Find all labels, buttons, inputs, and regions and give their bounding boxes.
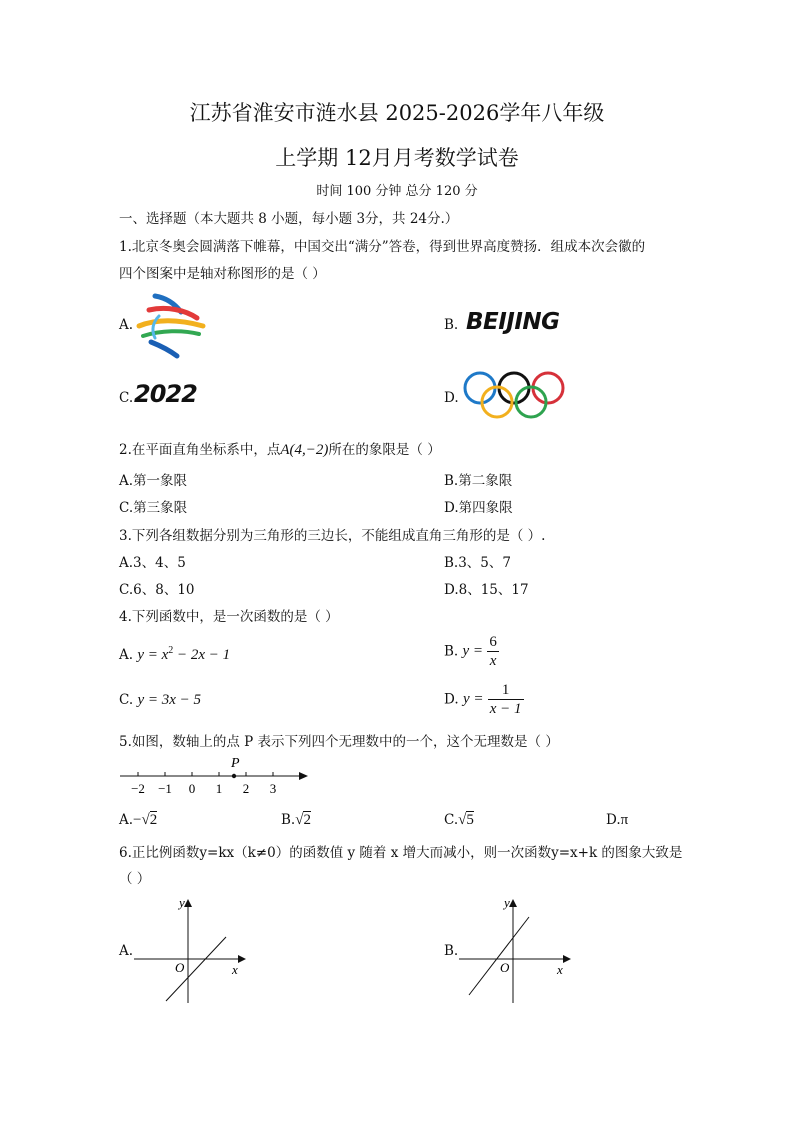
q2-option-d[interactable]: D.第四象限 [444,500,513,516]
exam-title-line1: 江苏省淮安市涟水县 2025-2026学年八年级 [189,101,605,125]
q2-option-c[interactable]: C.第三象限 [119,500,188,516]
y-axis-arrow-icon [184,899,192,907]
q5-stem: 5.如图，数轴上的点 P 表示下列四个无理数中的一个，这个无理数是（ ） [119,734,559,750]
function-line [469,917,529,995]
y-axis-arrow-icon [509,899,517,907]
q4-stem: 4.下列函数中，是一次函数的是（ ） [119,609,339,625]
q6-graph-b [455,893,575,1008]
q4-d-label: D. [444,691,459,708]
q5-option-d[interactable] [606,812,628,829]
y-axis-label: y [179,895,185,910]
sqrt-icon: √ [141,812,150,828]
point-p-marker [232,774,236,778]
number-line-arrow-icon [299,772,308,780]
year-2022-wordmark: 2022 [134,380,197,408]
q5-option-a[interactable] [119,812,157,829]
q5-c-label: C. [444,812,459,828]
q4-option-b[interactable] [444,633,499,670]
q1-stem-line1: 1.北京冬奥会圆满落下帷幕，中国交出“满分”答卷，得到世界高度赞扬．组成本次会徽的 [119,239,646,255]
q4-c-label: C. [119,692,134,708]
sqrt-icon: √ [458,812,467,828]
x-axis-arrow-icon [238,955,246,963]
q6-option-a-label[interactable]: A. [119,943,134,959]
olympic-rings-icon [460,370,568,420]
q4-option-d[interactable] [444,681,524,718]
q1-option-c-label[interactable]: C. [119,390,134,406]
origin-label: O [500,960,510,975]
q6-stem-line1: 6.正比例函数y=kx（k≠0）的函数值 y 随着 x 增大而减小，则一次函数y=x+k 的图象大致是 [119,845,683,861]
tick-label: −2 [131,781,145,796]
tick-label: 0 [188,781,196,796]
q2-option-a[interactable]: A.第一象限 [119,473,188,489]
winter-games-emblem-icon [133,292,208,360]
number-line-figure [115,752,315,797]
exam-title-line2: 上学期 12月月考数学试卷 [275,146,519,170]
beijing-wordmark: BEIJING [466,309,560,335]
q2-stem-pre: 2.在平面直角坐标系中，点 [119,442,281,458]
origin-label: O [175,960,185,975]
q5-option-b[interactable] [281,812,311,829]
q2-option-b[interactable]: B.第二象限 [444,473,513,489]
q1-option-a-label[interactable]: A. [119,317,134,333]
q3-option-b[interactable]: B.3、5、7 [444,555,511,571]
q5-c-radicand: 5 [466,812,474,828]
point-p-label: P [231,756,240,771]
q4-d-lhs: y = [462,691,484,707]
q4-d-fraction: $\frac{1}{x - 1}$ [489,682,522,717]
q2-point: A(4,−2) [280,442,329,458]
x-axis-label: x [232,962,238,977]
q6-option-b-label[interactable]: B. [444,943,459,959]
q4-a-label: A. [119,647,134,663]
tick-label: 3 [269,781,277,796]
q1-stem-line2: 四个图案中是轴对称图形的是（ ） [119,266,326,282]
q3-stem: 3.下列各组数据分别为三角形的三边长，不能组成直角三角形的是（ ）. [119,528,546,544]
tick-label: 2 [242,781,250,796]
q4-c-expr: y = 3x − 5 [137,692,201,708]
tick-label: 1 [215,781,223,796]
q2-stem [119,438,441,459]
q3-option-a[interactable]: A.3、4、5 [119,555,186,571]
q3-option-c[interactable]: C.6、8、10 [119,582,195,598]
tick-label: −1 [158,781,172,796]
exam-subtitle: 时间 100 分钟 总分 120 分 [316,184,478,199]
q6-stem-line2: （ ） [119,871,151,887]
q6-graph-a [130,893,250,1008]
q1-option-b-label[interactable]: B. [444,317,459,333]
x-axis-label: x [557,962,563,977]
q2-stem-post: 所在的象限是（ ） [328,442,441,458]
q1-option-d-label[interactable]: D. [444,390,459,406]
section-heading: 一、选择题（本大题共 8 小题，每小题 3分，共 24分.） [119,211,459,227]
q5-b-label: B. [281,812,296,828]
x-axis-arrow-icon [563,955,571,963]
sqrt-icon: √ [295,812,304,828]
q4-option-c[interactable] [119,692,201,709]
q4-b-label: B. [444,643,459,660]
q5-a-label: A. [119,812,134,828]
q5-a-radicand: 2 [149,812,158,828]
q5-a-sign: − [133,812,142,828]
q5-b-radicand: 2 [303,812,311,828]
q5-d-label: D. [606,812,621,828]
q5-option-c[interactable] [444,812,474,829]
q4-b-fraction: $\frac{6}{x}$ [489,634,497,669]
q4-option-a[interactable] [119,645,230,664]
q4-a-expr: $y = x^2 - 2x - 1$ [137,645,231,663]
q5-d-value: π [620,812,629,828]
q4-b-lhs: y = [462,643,484,659]
y-axis-label: y [504,895,510,910]
q3-option-d[interactable]: D.8、15、17 [444,582,529,598]
